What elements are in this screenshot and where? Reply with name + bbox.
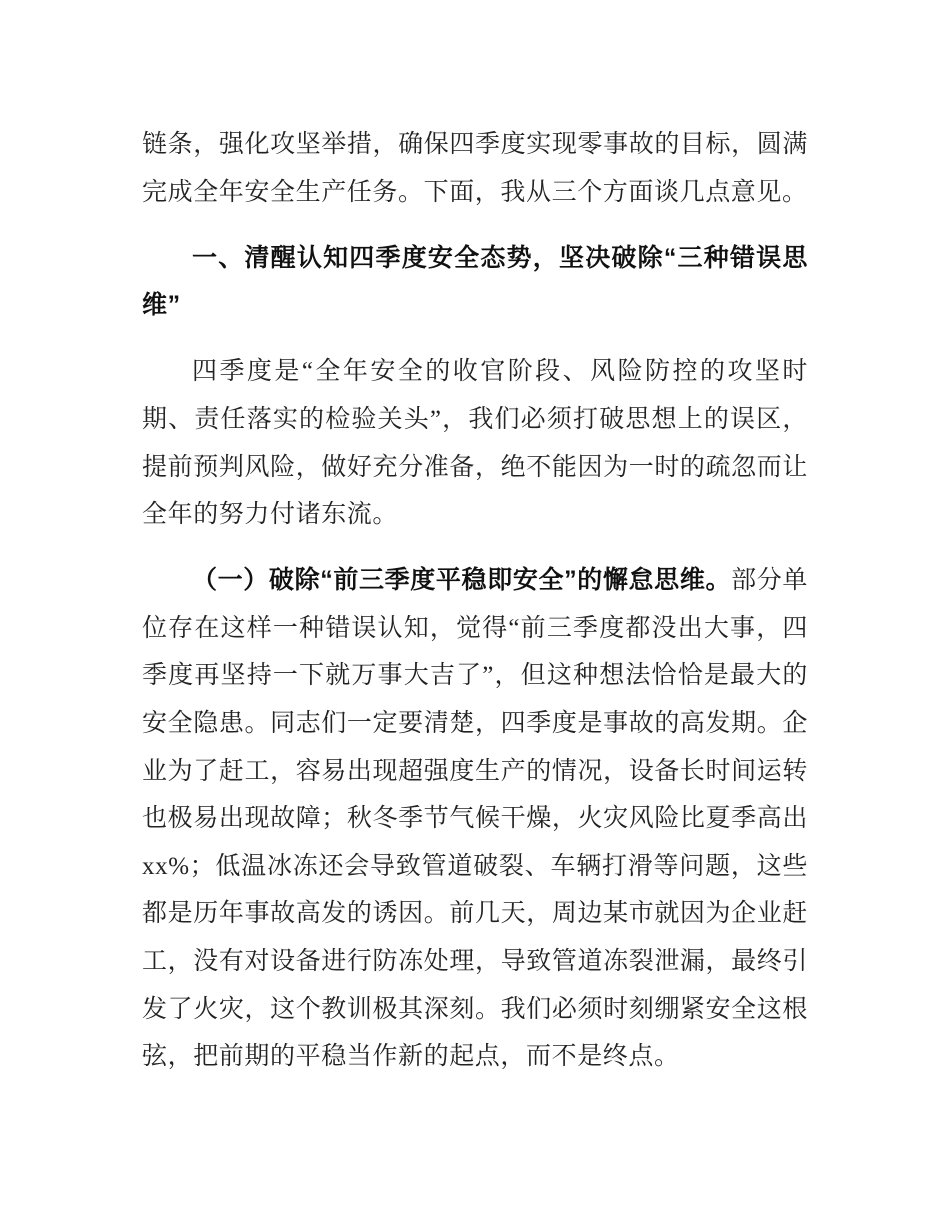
body-paragraph-intro: 链条，强化攻坚举措，确保四季度实现零事故的目标，圆满完成全年安全生产任务。下面，我从三个方面谈几点意见。 [142,131,808,206]
body-paragraph-section-1: 四季度是“全年安全的收官阶段、风险防控的攻坚时期、责任落实的检验关头”，我们必须打破思想上的误区，提前预判风险，做好充分准备，绝不能因为一时的疏忽而让全年的努力付诸东流。 [142,358,808,529]
subsection-heading-1: （一）破除“前三季度平稳即安全”的懈怠思维。 [192,566,732,595]
subsection-body-1: 部分单位存在这样一种错误认知，觉得“前三季度都没出大事，四季度再坚持一下就万事大吉了”，但这种想法恰恰是最大的安全隐患。同志们一定要清楚，四季度是事故的高发期。企业为了赶工，容易出现超强度生产的情况，设备长时间运转也极易出现故障；秋冬季节气候干燥，火灾风险比夏季高出xx%；低温冰冻还会导致管道破裂、车辆打滑等问题，这些都是历年事故高发的诱因。前几天，周边某市就因为企业赶工，没有对设备进行防冻处理，导致管道冻裂泄漏，最终引发了火灾，这个教训极其深刻。我们必须时刻绷紧安全这根弦，把前期的平稳当作新的起点，而不是终点。 [142,567,808,1071]
document-page [142,121,808,1099]
body-paragraph-subsection-1 [142,557,808,1081]
section-heading-1: 一、清醒认知四季度安全态势，坚决破除“三种错误思维” [142,243,808,320]
